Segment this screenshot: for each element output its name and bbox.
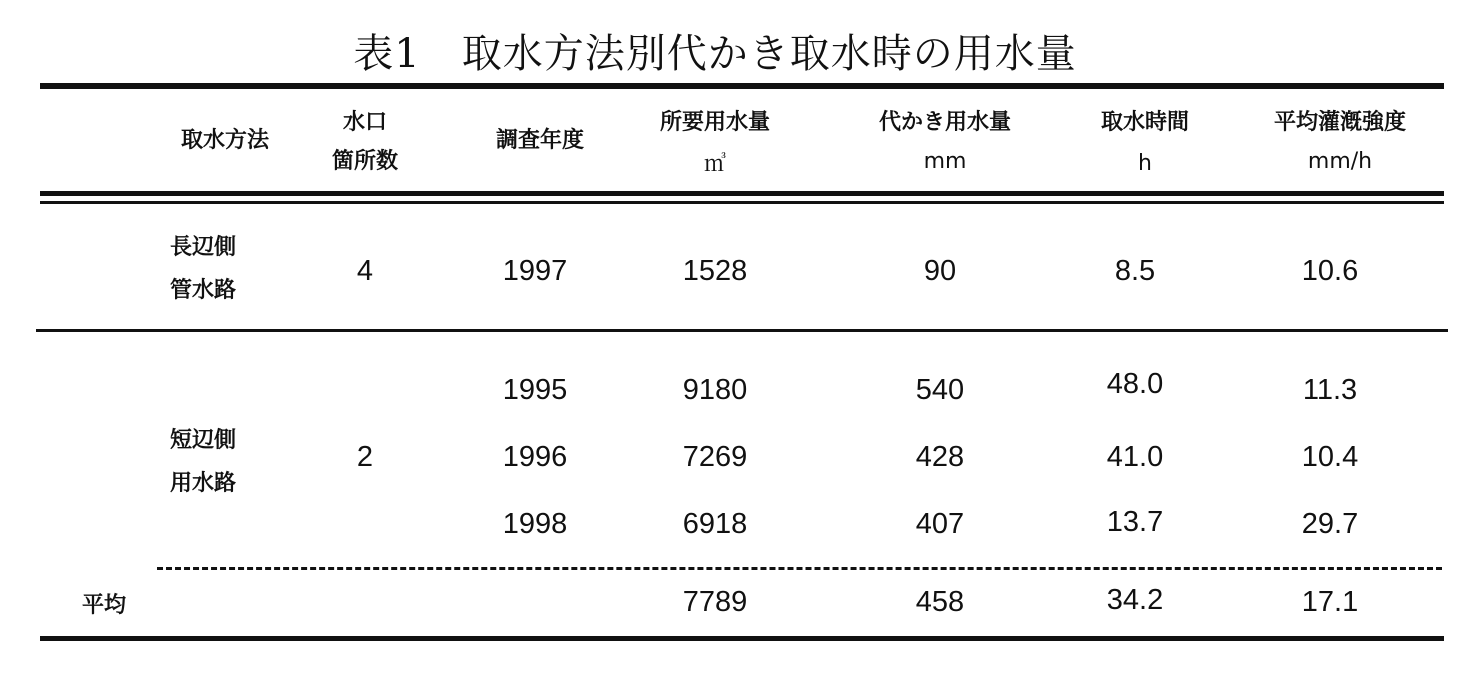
table-cell-irrigation-intensity: 10.6 bbox=[1301, 255, 1359, 287]
table-cell-required-volume: 9180 bbox=[682, 374, 748, 406]
header-intake-time: 取水時間 bbox=[1100, 110, 1189, 135]
average-label: 平均 bbox=[82, 593, 127, 618]
top-rule bbox=[40, 83, 1444, 89]
table-cell-required-volume: 1528 bbox=[682, 255, 748, 287]
header-year: 調査年度 bbox=[495, 128, 584, 153]
table-cell-puddling-volume: 540 bbox=[915, 374, 965, 406]
header-rule-thin bbox=[40, 201, 1444, 204]
table-cell-year: 1997 bbox=[502, 255, 568, 287]
table-cell-intake-time: 48.0 bbox=[1106, 368, 1164, 400]
table-title: 表1 取水方法別代かき取水時の用水量 bbox=[353, 31, 1077, 77]
header-inlets-line1: 水口 bbox=[342, 110, 387, 135]
group1-method-line1: 長辺側 bbox=[170, 235, 237, 260]
table-cell-year: 1996 bbox=[502, 441, 568, 473]
group2-inlets: 2 bbox=[356, 441, 374, 473]
table-cell-intake-time: 8.5 bbox=[1114, 255, 1156, 287]
table-cell-irrigation-intensity: 29.7 bbox=[1301, 508, 1359, 540]
header-rule-thick bbox=[40, 191, 1444, 196]
table-cell-puddling-volume: 407 bbox=[915, 508, 965, 540]
header-puddling-volume: 代かき用水量 bbox=[878, 110, 1011, 135]
average-divider-dashed bbox=[157, 567, 1442, 570]
group-divider bbox=[36, 329, 1448, 332]
table-cell-irrigation-intensity: 11.3 bbox=[1302, 374, 1358, 406]
table-cell-year: 1995 bbox=[502, 374, 568, 406]
average-irrigation-intensity: 17.1 bbox=[1301, 586, 1359, 618]
group1-inlets: 4 bbox=[356, 255, 374, 287]
header-intake-time-unit: h bbox=[1138, 151, 1152, 176]
average-required-volume: 7789 bbox=[682, 586, 748, 618]
table-cell-intake-time: 13.7 bbox=[1106, 506, 1164, 538]
header-inlets-line2: 箇所数 bbox=[331, 149, 398, 174]
header-required-volume: 所要用水量 bbox=[659, 110, 770, 135]
table-cell-required-volume: 6918 bbox=[682, 508, 748, 540]
table-cell-year: 1998 bbox=[502, 508, 568, 540]
bottom-rule bbox=[40, 636, 1444, 641]
header-irrigation-intensity: 平均灌漑強度 bbox=[1273, 110, 1406, 135]
table-cell-puddling-volume: 90 bbox=[923, 255, 957, 287]
header-method: 取水方法 bbox=[180, 128, 269, 153]
group2-method-line2: 用水路 bbox=[170, 471, 237, 496]
header-puddling-volume-unit: mm bbox=[923, 149, 967, 174]
group2-method-line1: 短辺側 bbox=[170, 428, 237, 453]
header-required-volume-unit: ㎥ bbox=[703, 152, 726, 177]
table-cell-required-volume: 7269 bbox=[682, 441, 748, 473]
group1-method-line2: 管水路 bbox=[170, 278, 237, 303]
table-cell-puddling-volume: 428 bbox=[915, 441, 965, 473]
table-cell-intake-time: 41.0 bbox=[1106, 441, 1164, 473]
header-irrigation-intensity-unit: mm/h bbox=[1307, 149, 1373, 174]
average-intake-time: 34.2 bbox=[1106, 584, 1164, 616]
table-cell-irrigation-intensity: 10.4 bbox=[1301, 441, 1359, 473]
average-puddling-volume: 458 bbox=[915, 586, 965, 618]
